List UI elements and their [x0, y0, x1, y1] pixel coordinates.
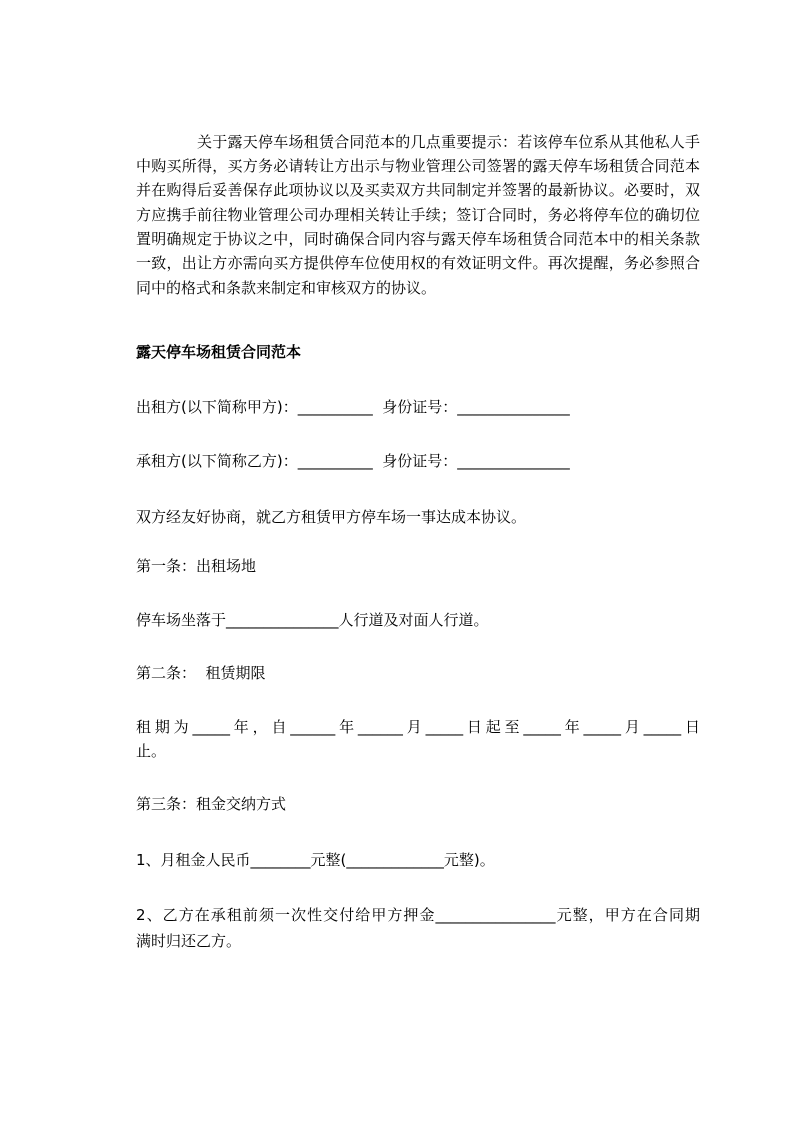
article3-title: 第三条：租金交纳方式 [136, 795, 287, 813]
lessor-line: 出租方(以下简称甲方)：__________ 身份证号：_______________ [136, 398, 570, 416]
article3-item2-line: 2、乙方在承租前须一次性交付给甲方押金________________元整，甲方在合同期 [136, 906, 700, 924]
contract-title: 露天停车场租赁合同范本 [136, 343, 302, 361]
intro-line: 方应携手前往物业管理公司办理相关转让手续；签订合同时，务必将停车位的确切位 [136, 206, 700, 224]
intro-line: 中购买所得，买方务必请转让方出示与物业管理公司签署的露天停车场租赁合同范本 [136, 157, 700, 175]
intro-line: 关于露天停车场租赁合同范本的几点重要提示：若该停车位系从其他私人手 [136, 133, 700, 151]
article2-text-line: 止。 [136, 742, 167, 760]
lessee-line: 承租方(以下简称乙方)：__________ 身份证号：_______________ [136, 452, 570, 470]
intro-line: 同中的格式和条款来制定和审核双方的协议。 [136, 279, 437, 297]
intro-line: 置明确规定于协议之中，同时确保合同内容与露天停车场租赁合同范本中的相关条款 [136, 230, 700, 248]
article1-text: 停车场坐落于_______________人行道及对面人行道。 [136, 611, 489, 629]
article2-title: 第二条： 租赁期限 [136, 664, 266, 682]
preamble: 双方经友好协商，就乙方租赁甲方停车场一事达成本协议。 [136, 508, 527, 526]
article2-text-line: 租期为_____年，自______年______月_____日起至_____年_____月_____日 [136, 718, 700, 736]
intro-line: 并在购得后妥善保存此项协议以及买卖双方共同制定并签署的最新协议。必要时，双 [136, 181, 700, 199]
article3-item2-line: 满时归还乙方。 [136, 932, 242, 950]
intro-line: 一致，出让方亦需向买方提供停车位使用权的有效证明文件。再次提醒，务必参照合 [136, 254, 700, 272]
article3-item1: 1、月租金人民币________元整(_____________元整)。 [136, 851, 495, 869]
article1-title: 第一条：出租场地 [136, 557, 257, 575]
